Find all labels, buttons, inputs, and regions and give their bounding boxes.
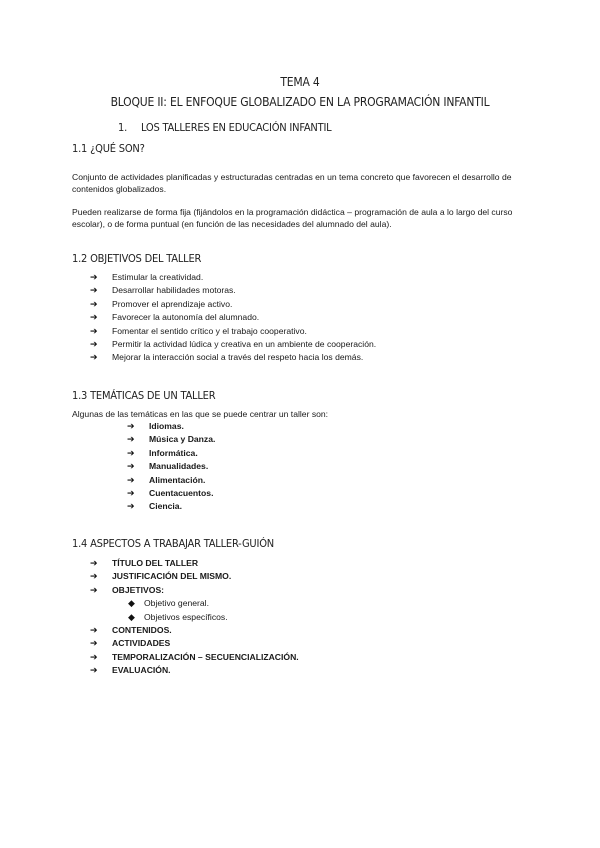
list-item: ➔ Manualidades. (127, 460, 215, 473)
arrow-icon: ➔ (127, 474, 135, 485)
paragraph-forma: Pueden realizarse de forma fija (fijándolos en la programación didáctica – programación de aula a lo largo del curso escolar), o de forma puntual (en función de las necesidades del alumnado del aula). (72, 207, 513, 229)
objetivos-list (90, 271, 376, 365)
arrow-icon: ➔ (90, 352, 98, 363)
arrow-icon: ➔ (90, 325, 98, 336)
arrow-icon: ➔ (127, 487, 135, 498)
arrow-icon: ➔ (90, 665, 98, 676)
arrow-icon: ➔ (90, 312, 98, 323)
arrow-icon: ➔ (127, 421, 135, 431)
list-item: ➔ Desarrollar habilidades motoras. (90, 284, 376, 297)
list-item: ➔ ACTIVIDADES (90, 637, 299, 650)
arrow-icon: ➔ (90, 651, 98, 662)
list-item: ➔ Cuentacuentos. (127, 487, 215, 500)
arrow-icon: ➔ (90, 624, 98, 635)
arrow-icon: ➔ (90, 338, 98, 349)
arrow-icon: ➔ (90, 571, 98, 582)
list-item: ➔ Ciencia. (127, 500, 215, 513)
arrow-icon: ➔ (127, 461, 135, 472)
list-item: ➔ Mejorar la interacción social a través del respeto hacia los demás. (90, 351, 376, 364)
list-item: ➔ OBJETIVOS: (90, 584, 299, 597)
sub-list-item: ◆ Objetivo general. (90, 597, 299, 610)
heading-aspectos: 1.4 ASPECTOS A TRABAJAR TALLER-GUIÓN (72, 537, 274, 550)
section-title: LOS TALLERES EN EDUCACIÓN INFANTIL (140, 121, 332, 134)
list-item: ➔ EVALUACIÓN. (90, 664, 299, 677)
arrow-icon: ➔ (90, 272, 98, 282)
arrow-icon: ➔ (90, 584, 98, 595)
diamond-bullet-icon: ◆ (128, 598, 135, 609)
arrow-icon: ➔ (90, 285, 98, 296)
heading-objetivos: 1.2 OBJETIVOS DEL TALLER (72, 252, 202, 265)
arrow-icon: ➔ (127, 434, 135, 445)
arrow-icon: ➔ (90, 558, 98, 568)
list-item: ➔ Fomentar el sentido crítico y el trabajo cooperativo. (90, 325, 376, 338)
section-heading (118, 121, 331, 134)
heading-que-son: 1.1 ¿QUÉ SON? (72, 142, 145, 155)
arrow-icon: ➔ (90, 298, 98, 309)
aspectos-list (90, 557, 299, 678)
sub-list-item: ◆ Objetivos específicos. (90, 611, 299, 624)
list-item: ➔ Idiomas. (127, 420, 215, 433)
tema-title: TEMA 4 (280, 75, 320, 89)
bloque-title: BLOQUE II: EL ENFOQUE GLOBALIZADO EN LA PROGRAMACIÓN INFANTIL (110, 95, 490, 109)
list-item: ➔ Alimentación. (127, 474, 215, 487)
list-item: ➔ CONTENIDOS. (90, 624, 299, 637)
list-item: ➔ Permitir la actividad lúdica y creativa en un ambiente de cooperación. (90, 338, 376, 351)
tematicas-list (127, 420, 215, 514)
list-item: ➔ TÍTULO DEL TALLER (90, 557, 299, 570)
list-item: ➔ Favorecer la autonomía del alumnado. (90, 311, 376, 324)
arrow-icon: ➔ (90, 638, 98, 649)
list-item: ➔ Informática. (127, 447, 215, 460)
list-item: ➔ TEMPORALIZACIÓN – SECUENCIALIZACIÓN. (90, 651, 299, 664)
section-number: 1. (118, 121, 128, 134)
arrow-icon: ➔ (127, 501, 135, 512)
list-item: ➔ Promover el aprendizaje activo. (90, 298, 376, 311)
list-item: ➔ Estimular la creatividad. (90, 271, 376, 284)
paragraph-definicion: Conjunto de actividades planificadas y estructuradas centradas en un tema concreto que favorecen el desarrollo de contenidos globalizados. (72, 172, 512, 194)
arrow-icon: ➔ (127, 447, 135, 458)
heading-tematicas: 1.3 TEMÁTICAS DE UN TALLER (72, 389, 216, 402)
diamond-bullet-icon: ◆ (128, 611, 135, 622)
tematicas-intro: Algunas de las temáticas en las que se puede centrar un taller son: (72, 409, 329, 419)
list-item: ➔ Música y Danza. (127, 433, 215, 446)
list-item: ➔ JUSTIFICACIÓN DEL MISMO. (90, 570, 299, 583)
